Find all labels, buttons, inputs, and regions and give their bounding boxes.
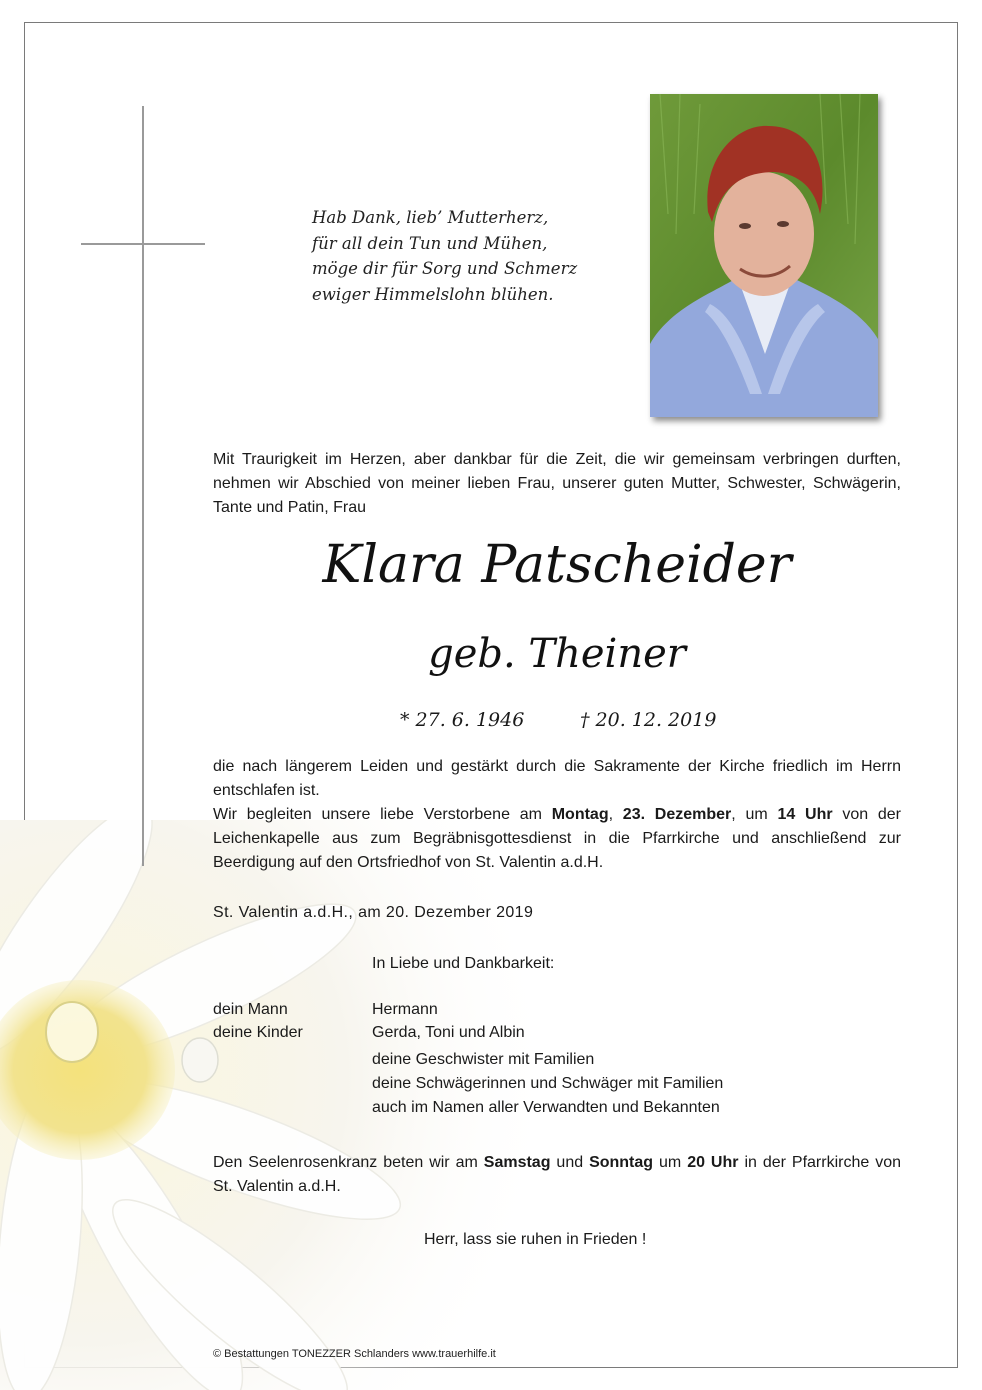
funeral-text: von der Leichenkapelle aus zum Begräbnisgottesdienst in die Pfarrkirche und anschließend zur Beerdigung auf den Ortsfriedhof von St. Valentin a.d.H. bbox=[213, 806, 902, 871]
rosary-paragraph bbox=[213, 1151, 901, 1199]
birth-date: * 27. 6. 1946 bbox=[400, 709, 525, 731]
funeral-day: Montag bbox=[551, 806, 609, 823]
death-date: † 20. 12. 2019 bbox=[580, 709, 717, 731]
cross-horizontal-bar bbox=[81, 243, 205, 245]
cross-vertical-bar bbox=[142, 106, 144, 866]
place-date: St. Valentin a.d.H., am 20. Dezember 2019 bbox=[213, 904, 534, 921]
mourner-names: deine Geschwister mit Familien bbox=[372, 1051, 595, 1068]
funeral-separator: , bbox=[608, 806, 623, 823]
poem-line: für all dein Tun und Mühen, bbox=[312, 233, 548, 253]
mourner-relation: deine Kinder bbox=[213, 1024, 303, 1041]
maiden-name: geb. Theiner bbox=[428, 631, 686, 677]
mourner-names: auch im Namen aller Verwandten und Bekannten bbox=[372, 1099, 720, 1116]
intro-paragraph: Mit Traurigkeit im Herzen, aber dankbar für die Zeit, die wir gemeinsam verbringen durften, nehmen wir Abschied von meiner lieben Frau, unserer guten Mutter, Schwester, Schwägerin, Tante und Patin, Frau bbox=[213, 451, 901, 516]
mourner-names: deine Schwägerinnen und Schwäger mit Familien bbox=[372, 1075, 724, 1092]
deceased-name: Klara Patscheider bbox=[322, 535, 792, 595]
portrait-photo bbox=[650, 94, 878, 417]
funeral-separator: , um bbox=[731, 806, 778, 823]
love-line: In Liebe und Dankbarkeit: bbox=[372, 955, 555, 972]
footer-credit: © Bestattungen TONEZZER Schlanders www.trauerhilfe.it bbox=[213, 1348, 496, 1360]
memorial-poem bbox=[312, 205, 577, 307]
poem-line: möge dir für Sorg und Schmerz bbox=[312, 259, 578, 278]
rosary-text: um bbox=[653, 1154, 688, 1171]
rosary-day: Samstag bbox=[483, 1154, 551, 1171]
mourner-names: Gerda, Toni und Albin bbox=[372, 1024, 525, 1041]
rosary-text: Den Seelenrosenkranz beten wir am bbox=[213, 1154, 484, 1171]
rosary-text: in der Pfarrkirche von St. Valentin a.d.H. bbox=[213, 1154, 902, 1195]
funeral-date: 23. Dezember bbox=[622, 806, 732, 823]
mourner-relation: dein Mann bbox=[213, 1001, 288, 1018]
funeral-time: 14 Uhr bbox=[777, 806, 833, 823]
funeral-text: Wir begleiten unsere liebe Verstorbene am bbox=[213, 806, 552, 823]
passing-paragraph: die nach längerem Leiden und gestärkt durch die Sakramente der Kirche friedlich im Herrn entschlafen ist. bbox=[213, 758, 901, 799]
rosary-time: 20 Uhr bbox=[687, 1154, 739, 1171]
rosary-text: und bbox=[550, 1154, 590, 1171]
closing-prayer: Herr, lass sie ruhen in Frieden ! bbox=[424, 1231, 647, 1248]
mourner-names: Hermann bbox=[372, 1001, 438, 1018]
poem-line: Hab Dank, lieb’ Mutterherz, bbox=[312, 208, 549, 227]
funeral-paragraph bbox=[213, 803, 901, 875]
rosary-day: Sonntag bbox=[589, 1154, 654, 1171]
poem-line: ewiger Himmelslohn blühen. bbox=[312, 284, 554, 304]
